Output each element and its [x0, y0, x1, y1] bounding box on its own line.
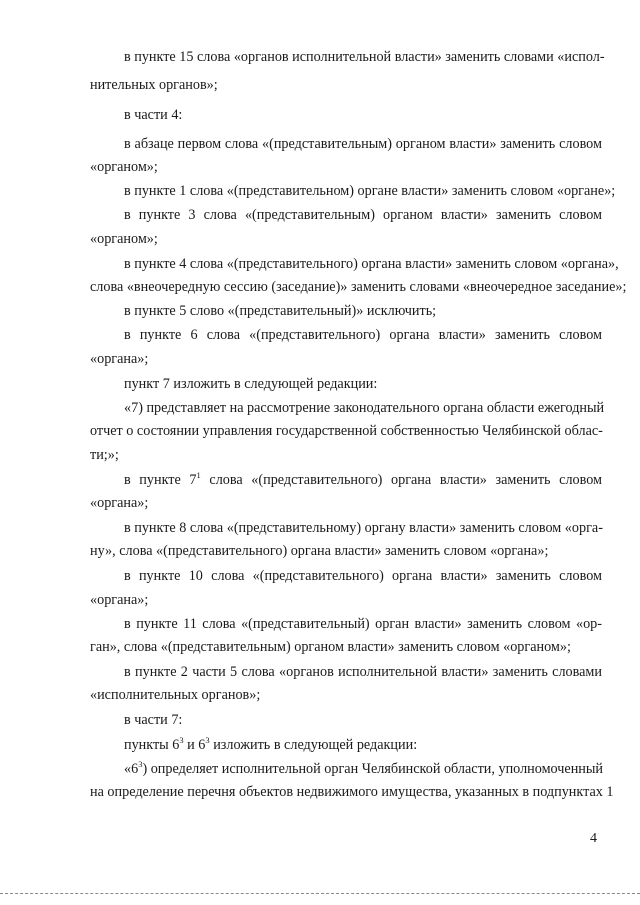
- text-line: ган», слова «(представительным) органом власти» заменить словом «органом»;: [90, 639, 571, 655]
- text-line: пункт 7 изложить в следующей редакции:: [124, 376, 378, 392]
- text-line: «органом»;: [90, 231, 158, 247]
- page-number: 4: [590, 831, 597, 846]
- text-line: «7) представляет на рассмотрение законодательного органа области ежегодный: [124, 400, 605, 416]
- superscript: 3: [205, 735, 210, 745]
- page-bottom-divider: [0, 893, 640, 894]
- text-line: «органа»;: [90, 592, 149, 608]
- text-line: в пункте 15 слова «органов исполнительной власти» заменить словами «испол-: [124, 49, 605, 65]
- text-line: нительных органов»;: [90, 77, 218, 93]
- text-line: «исполнительных органов»;: [90, 687, 261, 703]
- text-line: ну», слова «(представительного) органа власти» заменить словом «органа»;: [90, 543, 549, 559]
- text-line: в пункте 2 части 5 слова «органов исполнительной власти» заменить словами: [124, 664, 602, 680]
- text-line: в пункте 3 слова «(представительным) органом власти» заменить словом: [124, 207, 602, 223]
- text-line: в пункте 10 слова «(представительного) органа власти» заменить словом: [124, 568, 602, 584]
- text-line: в абзаце первом слова «(представительным) органом власти» заменить словом: [124, 136, 602, 152]
- text-line: в части 4:: [124, 107, 183, 123]
- point-7-1-text: слова «(представительного) органа власти» заменить словом: [209, 472, 603, 488]
- text-line-points-6-3: пункты $6^3$ и $6^3$ изложить в следующей редакции:: [124, 735, 418, 753]
- text-line: «органом»;: [90, 159, 158, 175]
- text-line: в пункте 1 слова «(представительном) органе власти» заменить словом «органе»;: [124, 183, 616, 199]
- superscript: 1: [196, 470, 201, 480]
- text-line: в части 7:: [124, 712, 183, 728]
- text-line: «органа»;: [90, 351, 149, 367]
- text-line: в пункте 5 слово «(представительный)» исключить;: [124, 303, 437, 319]
- text-line: «органа»;: [90, 495, 149, 511]
- text-line: в пункте 11 слова «(представительный) орган власти» заменить словом «ор-: [124, 616, 602, 632]
- text-line: ти;»;: [90, 447, 119, 463]
- text-line: в пункте 6 слова «(представительного) органа власти» заменить словом: [124, 327, 602, 343]
- text-line: в пункте 8 слова «(представительному) органу власти» заменить словом «орга-: [124, 520, 603, 536]
- text-line: слова «внеочередную сессию (заседание)» заменить словами «внеочередное заседание»;: [90, 279, 627, 295]
- text-line-point-7-1: [90, 471, 602, 489]
- text-line: отчет о состоянии управления государственной собственностью Челябинской облас-: [90, 423, 603, 439]
- text-line-item-6-3: «$6^3$) определяет исполнительной орган Челябинской области, уполномоченный: [124, 759, 604, 777]
- text-line: в пункте 4 слова «(представительного) органа власти» заменить словом «органа»,: [124, 256, 619, 272]
- superscript: 3: [138, 759, 143, 769]
- text-line: на определение перечня объектов недвижимого имущества, указанных в подпунктах 1: [90, 784, 614, 800]
- point-7-1-prefix: в пункте 7: [124, 472, 197, 488]
- superscript: 3: [179, 735, 184, 745]
